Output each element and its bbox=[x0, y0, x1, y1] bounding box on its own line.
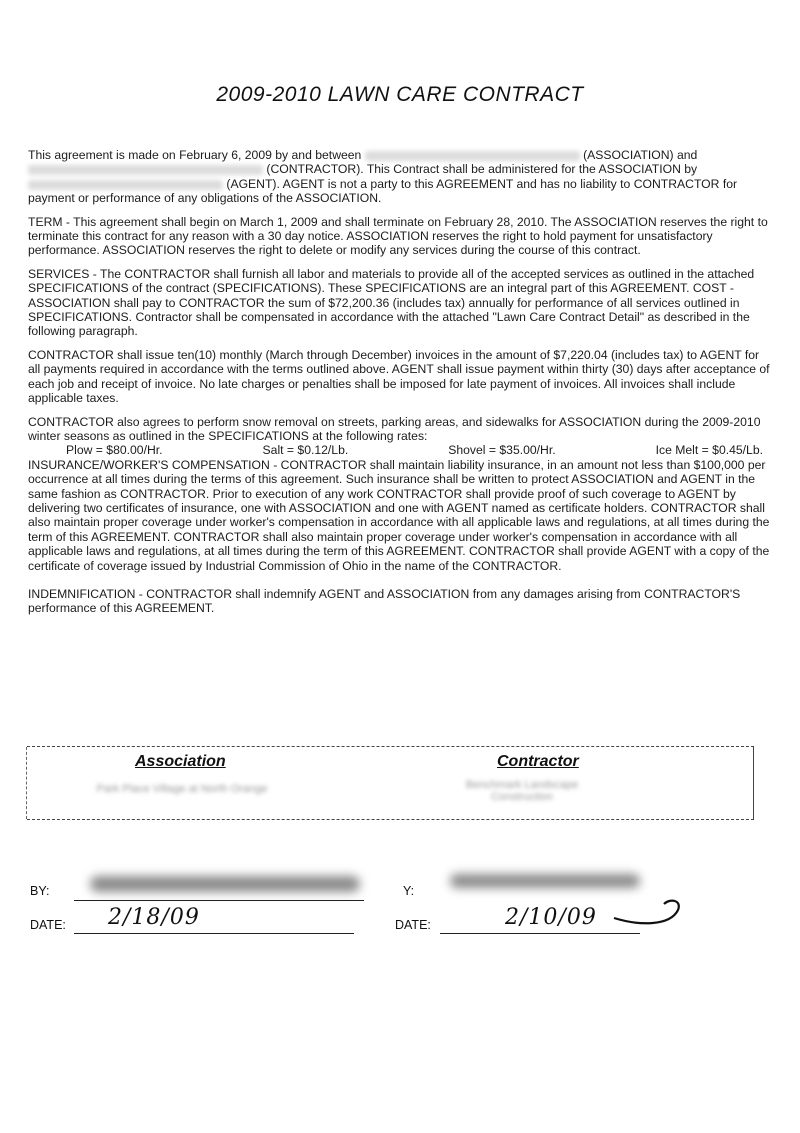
date-line-left bbox=[74, 933, 354, 934]
snow-rates bbox=[28, 443, 773, 457]
association-signature bbox=[90, 876, 360, 892]
by-label-left: BY: bbox=[30, 884, 50, 898]
signature-loop-mark bbox=[610, 896, 690, 928]
contractor-signature bbox=[450, 874, 640, 888]
contract-body bbox=[28, 148, 773, 625]
intro-text-1: This agreement is made on February 6, 2009 by and between bbox=[28, 148, 362, 162]
association-heading: Association bbox=[135, 753, 226, 770]
signature-party-box bbox=[27, 746, 754, 820]
contractor-heading: Contractor bbox=[497, 753, 579, 770]
date-left-value: 2/18/09 bbox=[108, 905, 200, 930]
contractor-party-name: Benchmark Landscape Construction bbox=[465, 779, 579, 803]
services-paragraph: SERVICES - The CONTRACTOR shall furnish all labor and materials to provide all of the accepted services as outlined in the attached SPECIFICATIONS of the contract (SPECIFICATIONS). These SPECIFICATIONS are an integral part of this AGREEMENT. COST - ASSOCIATION shall pay to CONTRACTOR the sum of $72,200.36 (includes tax) annually for performance of all services outlined in SPECIFICATIONS. Contractor shall be compensated in accordance with the attached "Lawn Care Contract Detail" as described in the following paragraph. bbox=[28, 266, 755, 339]
rate-ice-melt: Ice Melt = $0.45/Lb. bbox=[655, 443, 763, 458]
intro-paragraph bbox=[28, 148, 773, 206]
redacted-contractor-name bbox=[28, 165, 263, 175]
redacted-agent-name bbox=[28, 180, 223, 190]
loop-stroke bbox=[614, 901, 679, 924]
rate-salt: Salt = $0.12/Lb. bbox=[262, 443, 349, 458]
date-right-value: 2/10/09 bbox=[505, 905, 597, 930]
insurance-paragraph: INSURANCE/WORKER'S COMPENSATION - CONTRACTOR shall maintain liability insurance, in an amount not less than $100,000 per occurrence at all times during the terms of this agreement. Such insurance shall be written to protect ASSOCIATION and AGENT in the same fashion as CONTRACTOR. Prior to execution of any work CONTRACTOR shall provide proof of such coverage to AGENT by delivering two certificates of insurance, one with ASSOCIATION and one with AGENT named as certificate holders. CONTRACTOR shall also maintain proper coverage under worker's compensation in accordance with all applicable laws and regulations, at all times during the term of this AGREEMENT. CONTRACTOR shall also maintain proper coverage under worker's compensation in accordance with all applicable laws and regulations, at all times during the term of this AGREEMENT. CONTRACTOR shall provide AGENT with a copy of the certificate of coverage issued by Industrial Commission of Ohio in the name of the CONTRACTOR. bbox=[28, 457, 770, 573]
term-paragraph: TERM - This agreement shall begin on March 1, 2009 and shall terminate on February 28, 2010. The ASSOCIATION reserves the right to terminate this contract for any reason with a 30 day notice. ASSOCIATION reserves the right to hold payment for unsatisfactory performance. ASSOCIATION reserves the right to delete or modify any services during the course of this contract. bbox=[28, 214, 768, 258]
document-title: 2009-2010 LAWN CARE CONTRACT bbox=[216, 83, 584, 106]
redacted-association-name bbox=[365, 151, 580, 161]
date-label-right: DATE: bbox=[395, 918, 431, 932]
intro-text-2: (ASSOCIATION) and bbox=[583, 148, 698, 162]
invoices-paragraph: CONTRACTOR shall issue ten(10) monthly (March through December) invoices in the amount of $7,220.04 (includes tax) to AGENT for all payments required in accordance with the terms outlined above. AGENT shall issue payment within thirty (30) days after acceptance of each job and receipt of invoice. No late charges or penalties shall be imposed for late payment of invoices. All invoices shall include applicable taxes. bbox=[28, 347, 770, 406]
rate-shovel: Shovel = $35.00/Hr. bbox=[448, 443, 556, 458]
date-label-left: DATE: bbox=[30, 918, 66, 932]
box-left-edge bbox=[26, 747, 27, 819]
rate-plow: Plow = $80.00/Hr. bbox=[66, 443, 163, 458]
by-line-left bbox=[74, 900, 364, 901]
association-party-name: Park Place Village at North Orange bbox=[96, 783, 268, 795]
by-label-right: Y: bbox=[403, 884, 415, 898]
date-line-right bbox=[440, 933, 640, 934]
intro-text-3: (CONTRACTOR). This Contract shall be administered for the ASSOCIATION by bbox=[266, 162, 698, 177]
intro-text-4: (AGENT). AGENT is not a party to this AGREEMENT and has no liability to CONTRACTOR for payment or performance of any obligations of the ASSOCIATION. bbox=[28, 176, 738, 206]
indemnification-paragraph: INDEMNIFICATION - CONTRACTOR shall indemnify AGENT and ASSOCIATION from any damages arising from CONTRACTOR'S performance of this AGREEMENT. bbox=[28, 586, 741, 616]
snow-paragraph: CONTRACTOR also agrees to perform snow removal on streets, parking areas, and sidewalks for ASSOCIATION during the 2009-2010 winter seasons as outlined in the SPECIFICATIONS at the following rates: bbox=[28, 414, 761, 443]
